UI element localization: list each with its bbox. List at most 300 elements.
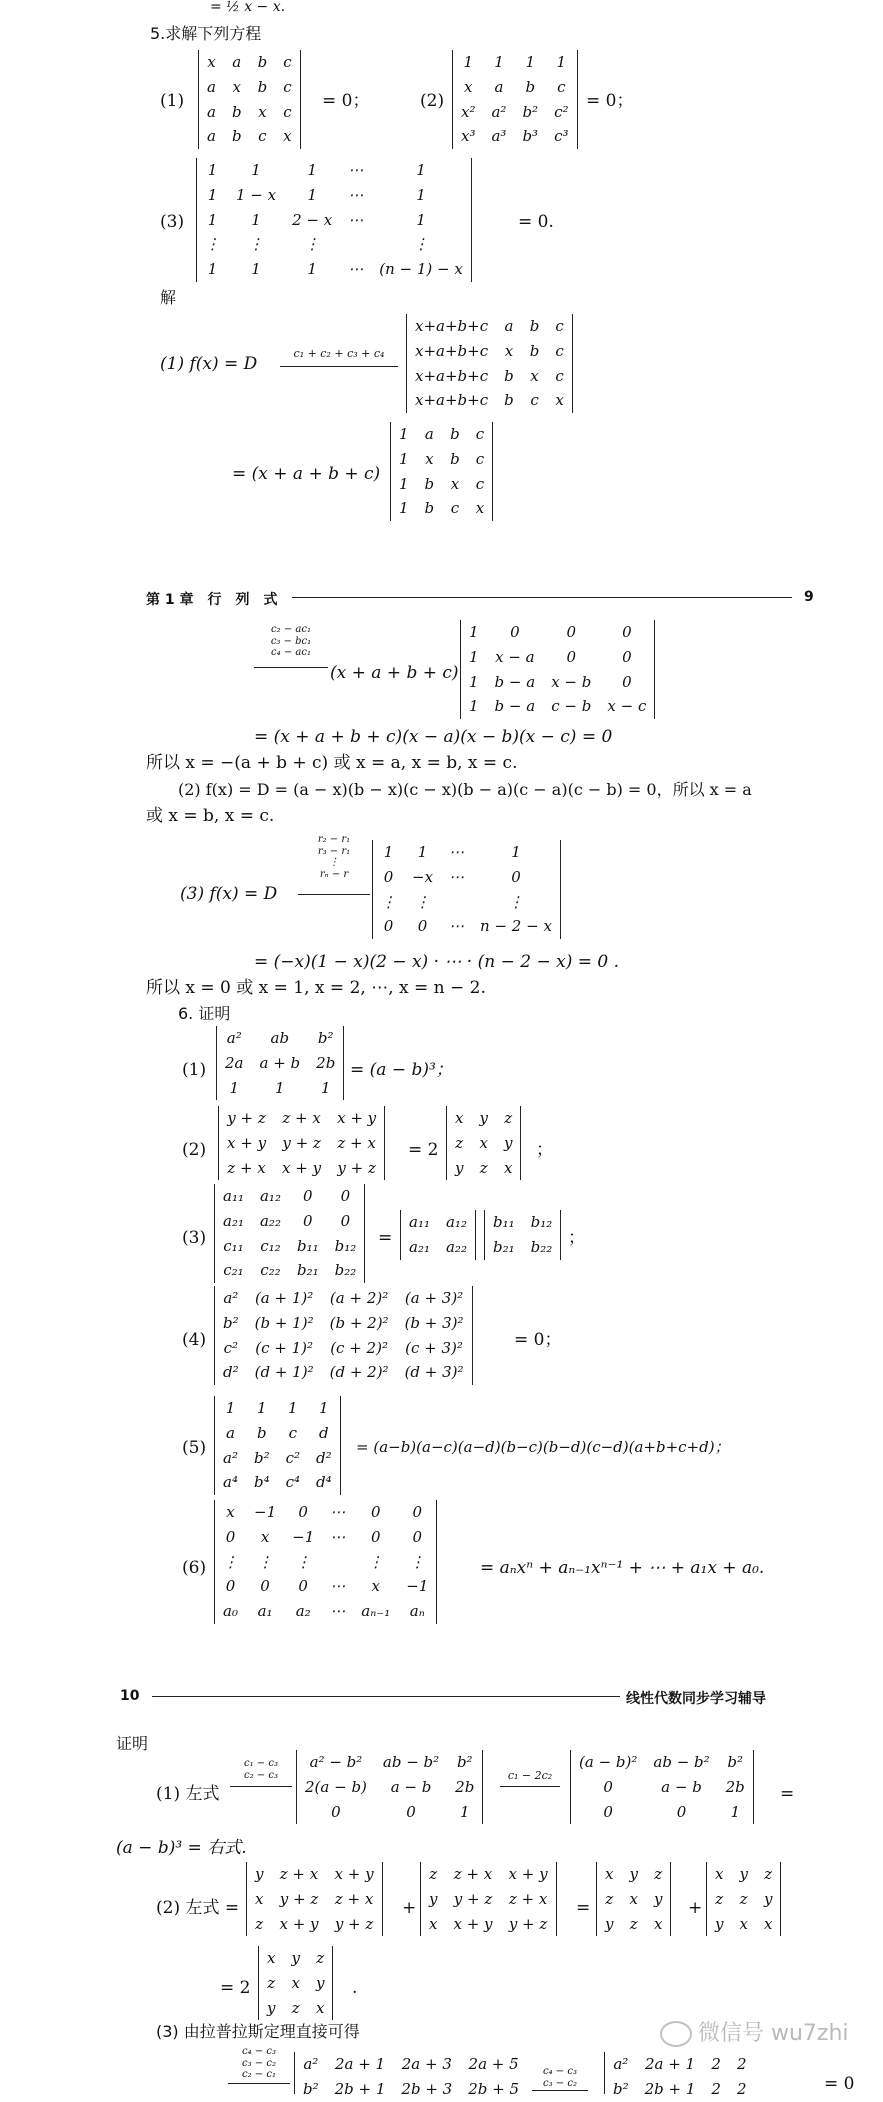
det-cell: y + z [453,1889,493,1908]
det-cell: 0 [511,867,521,886]
det-cell: x − c [607,697,647,716]
det-cell: 1 [399,499,409,518]
det-cell: 0 [303,1187,313,1205]
det-cell: a [226,1423,235,1442]
solution-1-determinant [406,314,573,413]
det-cell: c₁₂ [260,1236,281,1255]
det-cell: (c + 2)² [330,1338,388,1357]
det-cell: 1 [469,697,479,716]
det-cell: b² [303,2079,319,2098]
proof-2b-end: . [352,1978,358,1998]
det-cell: b₁₁ [296,1236,319,1255]
det-cell: −1 [292,1527,315,1546]
det-cell: z [316,1949,325,1967]
det-cell: b [257,77,268,96]
det-cell: a [504,317,514,335]
det-cell: x [464,77,473,96]
det-cell [340,232,371,257]
det-cell: ⋮ [409,1552,425,1571]
det-cell: n − 2 − x [480,917,552,936]
det-cell: 1 [469,623,479,641]
det-cell: 2 [711,2079,721,2098]
det-cell: d [319,1423,329,1442]
det-cell: 2b [455,1777,475,1796]
det-cell: z [764,1865,773,1883]
row-ops-stack [532,2066,588,2089]
det-cell: b [231,127,242,146]
determinant-grid [597,1862,670,1936]
det-cell: 0 [383,867,394,886]
det-cell: ab − b² [653,1753,710,1771]
proof-2-determinant-2 [420,1862,557,1936]
det-cell: 2 [736,2055,747,2073]
det-cell: a [207,77,216,96]
det-cell: y + z [334,1914,374,1933]
det-cell: a₁₂ [259,1187,281,1205]
solution-2-line2: 或 x = b, x = c. [146,806,275,826]
det-cell: ⋯ [449,867,465,886]
det-cell: 2b + 3 [401,2079,453,2098]
column-op-label: c₂ − c₁ [242,2069,276,2080]
det-cell: 2b [316,1053,336,1072]
det-cell: (n − 1) − x [379,260,463,278]
det-cell: a₂₂ [445,1237,467,1256]
det-cell: b − a [494,697,536,716]
det-cell: c [450,499,460,518]
det-cell: a² [226,1029,242,1047]
det-cell: b₁₁ [493,1213,515,1231]
det-cell: y [629,1865,638,1883]
det-cell: x + y [227,1133,267,1152]
det-cell: 1 [307,260,317,278]
det-cell: 1 − x [236,185,277,204]
det-cell [441,890,472,915]
det-cell: b₂₂ [334,1261,357,1280]
det-cell: b₂₂ [530,1237,553,1256]
column-op-label: c₂ − ac₁ [271,624,311,635]
det-cell: b₂₁ [296,1261,319,1280]
det-cell: 1 [399,425,409,443]
det-cell: b [257,53,268,71]
det-cell: x [371,1577,380,1596]
det-cell: 1 [251,260,261,278]
det-cell: x [479,1133,488,1152]
det-cell: z + x [334,1889,374,1908]
det-cell: x [653,1914,663,1933]
det-cell: 2b [725,1777,745,1796]
det-cell: 2 − x [292,210,333,229]
det-cell: z [479,1158,488,1177]
det-cell: x + y [334,1865,374,1883]
det-cell: z [255,1914,264,1933]
det-cell: 1 [556,53,567,71]
determinant-grid [461,620,654,719]
det-cell: c² [554,102,569,121]
det-cell: 0 [340,1211,351,1230]
det-cell: b [256,1423,267,1442]
det-cell: x [429,1914,438,1933]
det-cell: 1 [469,647,479,666]
det-cell: b³ [522,127,539,146]
q6-4-determinant [214,1286,473,1385]
det-cell: y [763,1889,773,1908]
q6-3-determinant-a [400,1210,476,1260]
solution-3-determinant [372,840,561,939]
det-cell: x+a+b+c [415,366,489,385]
determinant-grid [373,840,560,939]
det-cell: b [529,317,540,335]
det-cell: y + z [279,1889,319,1908]
det-cell: c [555,341,564,360]
transform-arrow-rule [500,1786,560,1787]
det-cell: b − a [494,672,536,691]
column-op-label: r₃ − r₁ [317,845,351,857]
det-cell: ⋮ [248,235,264,254]
det-cell: z [429,1865,438,1883]
det-cell: 0 [622,672,632,691]
det-cell: b₁₂ [530,1213,553,1231]
proof-1-lhs: (1) 左式 [156,1784,220,1804]
det-cell: y [429,1889,438,1908]
q6-4-label: (4) [182,1330,207,1350]
det-cell: 1 [251,210,261,229]
determinant-grid [215,1184,364,1283]
proof-2b-lhs: = 2 [220,1978,251,1998]
det-cell: 1 [469,672,479,691]
proof-4-tail: = 0 [824,2074,855,2094]
det-cell: y [455,1158,464,1177]
det-cell: ab [270,1029,290,1047]
det-cell: ⋮ [368,1552,384,1571]
det-cell: c₂₂ [260,1261,281,1280]
proof-2-eq: = [576,1898,591,1918]
proof-2-determinant-4 [706,1862,781,1936]
det-cell: z + x [279,1865,319,1883]
header-rule [292,597,792,598]
det-cell: 0 [622,623,632,641]
det-cell: 1 [459,1802,470,1821]
determinant-grid [215,1500,436,1624]
det-cell: 0 [603,1802,613,1821]
det-cell: −1 [406,1577,429,1596]
q6-6-determinant [214,1500,437,1624]
det-cell: c⁴ [285,1473,301,1492]
det-cell: x − a [495,647,535,666]
det-cell: 1 [494,53,504,71]
det-cell: z [267,1973,276,1992]
det-cell: a₂₁ [223,1211,244,1230]
q6-3-determinant-b [484,1210,561,1260]
solution-1-lhs: (1) f(x) = D [160,354,258,374]
det-cell: y [267,1998,276,2017]
determinant-grid [215,1396,340,1495]
det-cell: x + y [279,1914,319,1933]
row-ops-stack [254,624,328,659]
det-cell: y + z [508,1914,548,1933]
det-cell: 1 [463,53,474,71]
det-cell: c [530,391,539,410]
det-cell: 1 [288,1399,298,1417]
transform-arrow-rule [298,894,370,895]
q6-3-end: ； [568,1228,585,1248]
det-cell: b² [727,1753,744,1771]
problem-3-label: (3) [160,212,185,232]
det-cell: 0 [566,623,577,641]
det-cell: z + x [453,1865,493,1883]
proof-2b-determinant [258,1946,333,2020]
det-cell: x [425,449,434,468]
q6-2-determinant [218,1106,385,1180]
det-cell: (a + 1)² [254,1289,314,1307]
det-cell: a₁₂ [445,1213,467,1231]
q6-6-rhs: = aₙxⁿ + aₙ₋₁xⁿ⁻¹ + ⋯ + a₁x + a₀. [480,1558,765,1578]
column-op-label: c₁ − 2c₂ [507,1769,553,1782]
det-cell: ⋯ [348,185,364,204]
det-cell: (a + 2)² [329,1289,389,1307]
det-cell: (a − b)² [579,1753,638,1771]
det-cell: x [226,1503,235,1521]
det-cell: c [555,366,564,385]
det-cell: 0 [603,1777,613,1796]
proof-2-determinant-1 [246,1862,383,1936]
det-cell: c [475,425,485,443]
det-cell: c [475,449,485,468]
proof-1-determinant-2 [570,1750,754,1824]
det-cell: 2a + 3 [401,2055,452,2073]
proof-2-plus: + [402,1898,417,1918]
determinant-grid [199,50,300,149]
det-cell: b [525,77,536,96]
det-cell: 1 [319,1399,329,1417]
det-cell: c − b [551,697,592,716]
solution-1c-lhs: (x + a + b + c) [330,663,459,683]
det-cell: a² [491,102,507,121]
det-cell: y + z [227,1109,266,1127]
det-cell: x [258,102,267,121]
det-cell: a² − b² [309,1753,363,1771]
solution-1c-determinant [460,620,655,719]
column-op-label: rₙ − r [319,868,349,880]
det-cell: c [283,77,292,96]
det-cell: c₁₁ [223,1236,244,1255]
book-title-header: 线性代数同步学习辅导 [626,1691,766,1707]
det-cell: c³ [554,127,569,146]
det-cell: a [494,77,504,96]
det-cell: x [504,341,514,360]
q6-heading: 6. 证明 [178,1004,231,1023]
det-cell: c [557,77,566,96]
proof-1-tail: (a − b)³ = 右式. [116,1838,247,1858]
solution-3-conclusion: 所以 x = 0 或 x = 1, x = 2, ⋯, x = n − 2. [146,978,486,998]
det-cell: x [629,1889,638,1908]
proof-4-determinant [294,2052,527,2098]
proof-3-text: (3) 由拉普拉斯定理直接可得 [156,2022,360,2041]
det-cell: 0 [225,1577,236,1596]
det-cell: a₂₁ [409,1237,430,1256]
det-cell: x [260,1527,270,1546]
det-cell: ab − b² [382,1753,440,1771]
det-cell: aₙ [409,1602,425,1620]
det-cell: 0 [412,1527,423,1546]
det-cell: a − b [661,1777,702,1796]
determinant-grid [453,50,577,149]
det-cell: b [504,366,514,385]
det-cell: c² [285,1448,301,1467]
det-cell: 0 [340,1187,351,1205]
det-cell: 0 [370,1503,381,1521]
det-cell: x [255,1889,264,1908]
det-cell: x + y [508,1865,548,1883]
det-cell: 2b + 5 [468,2079,520,2098]
proof-label: 证明 [116,1734,149,1753]
det-cell: (d + 1)² [254,1363,314,1382]
det-cell: x+a+b+c [415,341,489,360]
column-op-label: c₄ − c₃ [543,2066,577,2077]
det-cell: −1 [254,1503,277,1521]
wechat-watermark [660,2016,849,2047]
det-cell: a₂ [295,1602,311,1620]
det-cell: ⋮ [304,235,320,254]
det-cell: 1 [251,161,261,179]
det-cell: z + x [282,1109,321,1127]
det-cell: x [763,1914,773,1933]
det-cell: a³ [491,127,507,146]
det-cell: b [504,391,514,410]
q6-1-rhs: = (a − b)³； [350,1060,453,1080]
det-cell: 1 [307,161,317,179]
det-cell: 1 [207,210,218,229]
det-cell: ⋯ [449,843,465,861]
problem-2-equals: = 0； [586,91,634,111]
det-cell: 1 [416,185,426,204]
det-cell: 0 [298,1577,308,1596]
det-cell: (c + 1)² [255,1338,313,1357]
column-op-label: c₁ − c₃ [244,1758,278,1769]
det-cell: ⋮ [413,235,429,254]
transform-arrow-rule [254,667,328,668]
det-cell: ⋯ [348,161,364,179]
det-cell: z [455,1133,464,1152]
det-cell: (a + 3)² [404,1289,464,1307]
det-cell: c² [223,1338,239,1357]
det-cell: x [455,1109,464,1127]
det-cell: 1 [383,843,394,861]
det-cell: y [605,1914,614,1933]
proof-2-plus-2: + [688,1898,703,1918]
det-cell: y [255,1865,264,1883]
transform-arrow-rule [532,2090,588,2091]
det-cell: x [267,1949,276,1967]
problem-1-label: (1) [160,91,185,111]
determinant-grid [259,1946,332,2020]
det-cell: b² [317,1029,334,1047]
det-cell: 1 [307,185,317,204]
transform-arrow-rule [228,2083,290,2084]
det-cell: 1 [229,1078,240,1097]
det-cell: a₁₁ [409,1213,430,1231]
det-cell: ⋯ [348,210,364,229]
q6-2-end: ； [536,1140,553,1160]
det-cell: 2 [711,2055,721,2073]
column-op-label: c₃ − bc₁ [270,635,312,647]
q6-5-label: (5) [182,1438,207,1458]
column-op-label: c₄ − ac₁ [271,647,311,658]
problem-1-equals: = 0； [322,91,370,111]
det-cell: x [503,1158,513,1177]
det-cell: x³ [461,127,476,146]
det-cell: (d + 2)² [329,1363,389,1382]
det-cell: z + x [508,1889,548,1908]
det-cell: ⋮ [295,1552,311,1571]
problem-3-equals: = 0. [518,212,554,232]
page-number: 10 [120,1688,140,1704]
det-cell: b² [613,2079,629,2098]
determinant-grid [447,1106,520,1180]
det-cell: 1 [417,843,428,861]
determinant-grid [197,158,471,282]
solution-1c-result: = (x + a + b + c)(x − a)(x − b)(x − c) = 0 [254,727,613,747]
det-cell: x [232,77,241,96]
solution-1-conclusion: 所以 x = −(a + b + c) 或 x = a, x = b, x = c. [146,753,518,773]
transform-arrow-rule [230,1786,292,1787]
det-cell: c [283,53,292,71]
det-cell: c₂₁ [223,1261,244,1280]
det-cell: x+a+b+c [415,317,489,335]
top-fragment: = ½ x − x. [210,0,286,15]
det-cell: y [503,1133,513,1152]
determinant-grid [215,1286,472,1385]
det-cell: 0 [566,647,577,666]
det-cell: 0 [383,917,394,936]
determinant-grid [571,1750,753,1824]
determinant-grid [217,1026,343,1100]
column-op-label: r₂ − r₁ [317,834,351,845]
determinant-grid [401,1210,475,1260]
solution-label: 解 [160,288,177,307]
det-cell: b [424,474,435,493]
wechat-icon [660,2021,692,2047]
det-cell: c [258,127,267,146]
det-cell: y [739,1865,748,1883]
det-cell: a² [303,2055,319,2073]
det-cell: a [207,127,216,146]
det-cell: z [629,1914,638,1933]
det-cell: z + x [227,1158,266,1177]
det-cell: 1 [416,161,426,179]
det-cell: x [291,1973,300,1992]
det-cell: 2(a − b) [305,1777,367,1796]
det-cell: z [654,1865,663,1883]
det-cell: d⁴ [316,1473,332,1492]
column-op-label: c₁ + c₂ + c₃ + c₄ [293,347,385,360]
det-cell: y + z [282,1133,321,1152]
det-cell: x [555,391,564,410]
det-cell: 2a + 1 [644,2055,696,2073]
solution-3-lhs: (3) f(x) = D [180,884,278,904]
det-cell: c [288,1423,297,1442]
problem-2-determinant [452,50,578,149]
det-cell: x [739,1914,748,1933]
det-cell: z + x [337,1133,376,1152]
det-cell: ⋮ [415,892,431,911]
det-cell: y + z [337,1158,376,1177]
det-cell: 0 [370,1527,381,1546]
solution-1b-determinant [390,422,493,521]
det-cell: ⋮ [223,1552,238,1571]
proof-4-determinant-2 [604,2052,755,2098]
det-cell: 1 [207,161,218,179]
solution-1b-lhs: = (x + a + b + c) [232,464,381,484]
